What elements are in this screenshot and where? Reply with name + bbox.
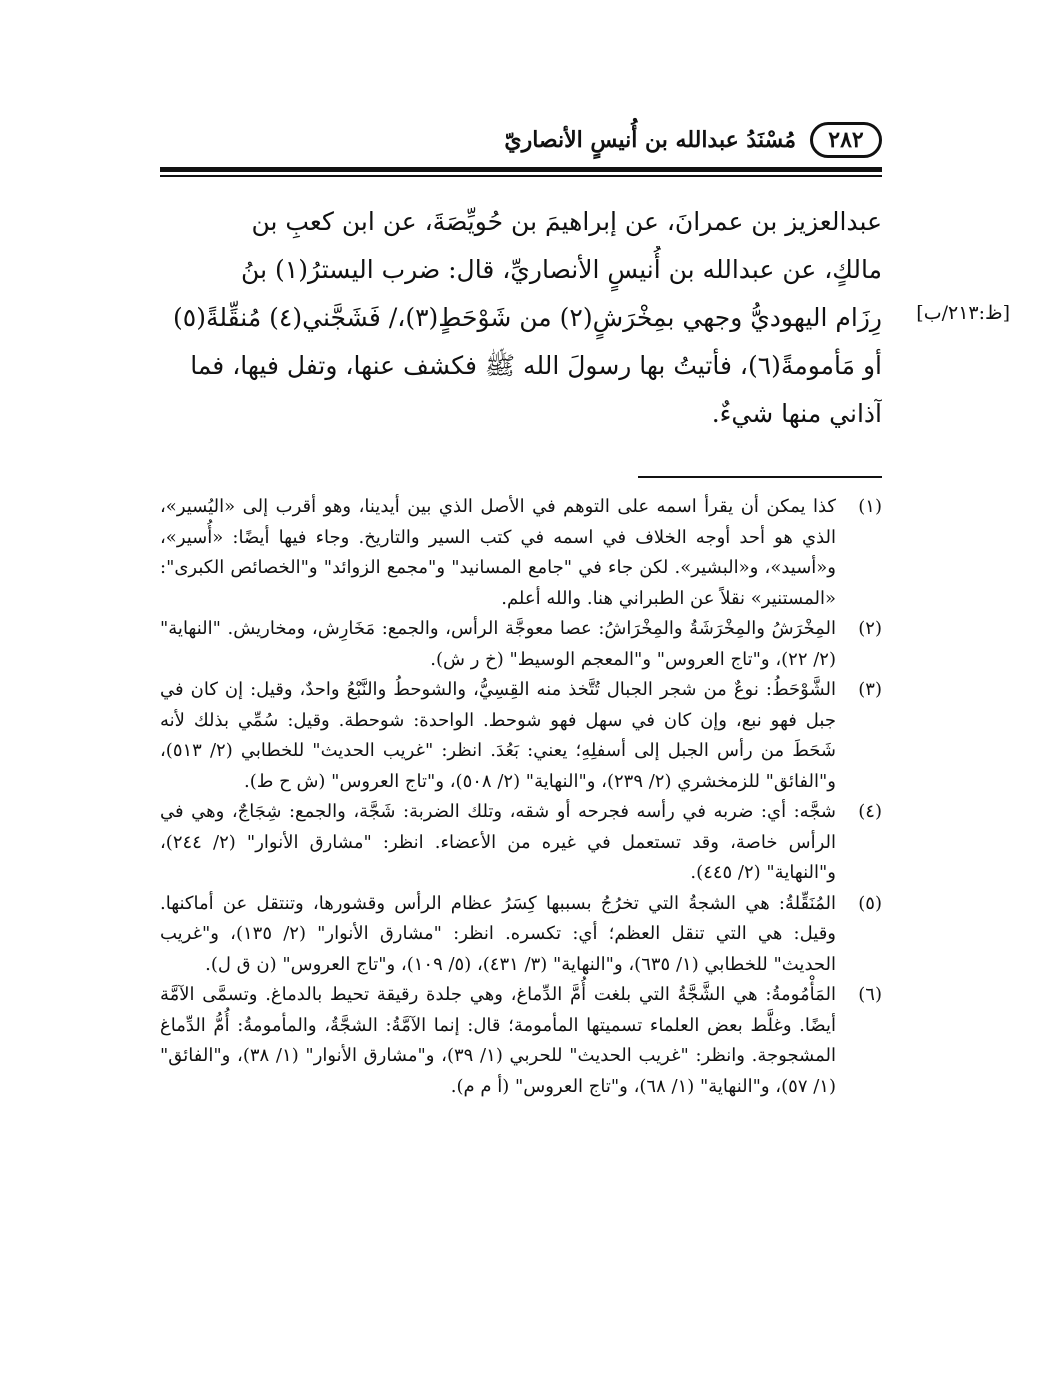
page-header xyxy=(160,118,882,162)
running-title: مُسْنَدُ عبدالله بن أُنيسٍ الأنصاريّ xyxy=(504,127,796,153)
footnote xyxy=(160,614,882,675)
main-text-line: عبدالعزيز بن عمرانَ، عن إبراهيمَ بن حُويِّصَةَ، عن ابن كعبِ بن xyxy=(251,207,882,236)
header-rule-thick xyxy=(160,167,882,172)
footnote-number: (٥) xyxy=(858,892,882,914)
footnote-separator xyxy=(638,476,882,478)
footnote-text: الشَّوْحَطُ: نوعٌ من شجر الجبال تُتَّخذ منه القِسِيُّ، والشوحطُ والنَّبْعُ واحدٌ، وقيل: إن كان في جبل فهو نبع، وإن كان في سهل فهو شوحط. الواحدة: شوحطة. وقيل: سُمِّي بذلك لأنه شَحَطَ من رأس الجبل إلى أسفلِهِ؛ يعني: بَعُدَ. انظر: "غريب الحديث" للخطابي (٢/ ٥١٣)، و"الفائق" للزمخشري (٢/ ٢٣٩)، و"النهاية" (٢/ ٥٠٨)، و"تاج العروس" (ش ح ط). xyxy=(160,679,836,792)
main-text-line: أو مَأمومةً(٦)، فأتيتُ بها رسولَ الله ﷺ فكشف عنها، وتفل فيها، فما xyxy=(190,351,882,380)
footnote-text: المِخْرَشُ والمِخْرَشَةُ والمِخْرَاشُ: عصا معوجَّة الرأس، والجمع: مَخَارِش، ومخاريش. "النهاية" (٢/ ٢٢)، و"تاج العروس" و"المعجم الوسيط" (خ ر ش). xyxy=(160,618,836,670)
footnote-number: (١) xyxy=(858,496,882,517)
main-text-line: رِزَام اليهوديُّ وجهي بمِخْرَشٍ(٢) من شَوْحَطٍ(٣)،/ فَشَجَّني(٤) مُنقِّلةً(٥) xyxy=(173,303,882,332)
page-number: ٢٨٢ xyxy=(810,122,882,158)
footnote-text: كذا يمكن أن يقرأ اسمه على التوهم في الأصل الذي بين أيدينا، وهو أقرب إلى «اليُسير»، الذي هو أحد أوجه الخلاف في اسمه في كتب السير والتاريخ. وجاء فيها أيضًا: «أُسير»، و«أسيد»، و«البشير». لكن جاء في "جامع المسانيد" و"مجمع الزوائد" و"الخصائص الكبرى": «المستنير» نقلاً عن الطبراني هنا. والله أعلم. xyxy=(160,496,836,609)
header-rule-thin xyxy=(160,175,882,177)
footnote-number: (٣) xyxy=(858,679,882,700)
footnote-text: شجَّه: أي: ضربه في رأسه فجرحه أو شقه، وتلك الضربة: شَجَّة، والجمع: شِجَاجٌ، وهي في الرأس خاصة، وقد تستعمل في غيره من الأعضاء. انظر: "مشارق الأنوار" (٢/ ٢٤٤)، و"النهاية" (٢/ ٤٤٥). xyxy=(160,801,836,883)
manuscript-margin-reference: [ظ:٢١٣/ب] xyxy=(916,302,1010,324)
footnote xyxy=(160,492,882,614)
main-text xyxy=(160,198,882,438)
footnotes xyxy=(160,492,882,1102)
main-text-line: آذاني منها شيءٌ. xyxy=(711,399,882,428)
footnote-number: (٦) xyxy=(858,984,882,1005)
footnote xyxy=(160,889,882,981)
main-text-line: مالكٍ، عن عبدالله بن أُنيسٍ الأنصاريِّ، قال: ضرب اليسترُ(١) بنُ xyxy=(241,255,882,284)
footnote-text: المَأْمُومةُ: هي الشَّجَّةُ التي بلغت أُمَّ الدِّماغ، وهي جلدة رقيقة تحيط بالدماغ. وتسمَّى الآمَّة أيضًا. وغلَّط بعض العلماء تسميتها المأمومة؛ قال: إنما الآمَّةُ: الشجَّةُ، والمأمومةُ: أُمُّ الدِّماغ المشجوجة. وانظر: "غريب الحديث" للحربي (١/ ٣٩)، و"مشارق الأنوار" (١/ ٣٨)، و"الفائق" (١/ ٥٧)، و"النهاية" (١/ ٦٨)، و"تاج العروس" (أ م م). xyxy=(160,984,837,1097)
footnote-number: (٢) xyxy=(858,618,882,639)
footnote xyxy=(160,675,882,797)
footnote xyxy=(160,980,882,1102)
footnote-number: (٤) xyxy=(858,801,882,822)
footnote xyxy=(160,797,882,889)
footnote-text: المُنَقِّلةُ: هي الشجةُ التي تخرُجُ بسببها كِسَرُ عظام الرأس وقشورها، وتنتقل عن أماكنها. وقيل: هي التي تنقل العظم؛ أي: تكسره. انظر: "مشارق الأنوار" (٢/ ١٣٥)، و"غريب الحديث" للخطابي (١/ ٦٣٥)، و"النهاية" (٣/ ٤٣١)، (٥/ ١٠٩)، و"تاج العروس" (ن ق ل). xyxy=(160,892,836,975)
